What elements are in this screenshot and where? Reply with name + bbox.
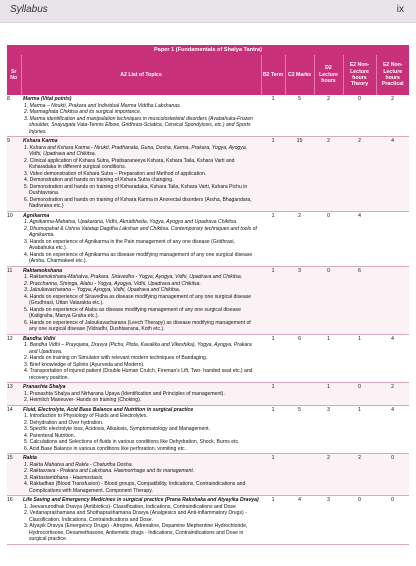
- topic-item: 6. Hands on experience of Jaloukavacharana (Leech Therapy) as disease modifying management of any one surgical disease (Vidradhi, Dushtavrana, Koth etc.).: [24, 319, 251, 332]
- cell-c2: 4: [285, 496, 314, 545]
- cell-b2: 1: [261, 334, 285, 383]
- topic-item: 4. Transportation of injured patient (Double Human Crutch, Fireman's Lift, Two- handed seat etc.) and recovery position.: [24, 368, 253, 381]
- topic-cell: [21, 496, 261, 545]
- page-number: ix: [396, 4, 404, 15]
- table-row: [7, 334, 409, 383]
- topic-cell: [21, 95, 261, 137]
- cell-b2: 1: [261, 95, 285, 137]
- topic-item: 3. Atyayik Dravya (Emergency Drugs) - Atropine, Adrenaline, Dopamine Mephentine Hydrochloride, Hydrocortisone, Dexamethasone, Antiemetic drugs - Indications, Contraindications and Dose in surgical practice.: [24, 523, 248, 542]
- topic-cell: [21, 405, 261, 454]
- topic-item: 1. Kshara and Kshara Karma - Nirukti, Pradhanata, Guna, Dosha, Karma, Prakara, Yogya, Ayogya, Vidhi, Upadrava and Chikitsa.: [24, 144, 248, 157]
- cell-e2a: 4: [343, 211, 376, 266]
- topic-title: Marma (Vital points): [23, 96, 72, 102]
- cell-d2: 2: [314, 137, 343, 212]
- table-head: [7, 55, 409, 95]
- topic-cell: [21, 137, 261, 212]
- cell-e2b: 2: [376, 95, 409, 137]
- cell-e2a: 0: [343, 496, 376, 545]
- table-row: [7, 211, 409, 266]
- cell-d2: 2: [314, 454, 343, 496]
- cell-d2: 0: [314, 266, 343, 334]
- table-row: [7, 137, 409, 212]
- row-number: 14: [7, 405, 21, 454]
- cell-b2: 1: [261, 454, 285, 496]
- topic-item: 3. Specific electrolyte loss, Acidosis, Alkalosis, Symptomatology and Management.: [24, 426, 211, 432]
- cell-c2: 5: [285, 95, 314, 137]
- cell-d2: 1: [314, 383, 343, 406]
- table-row: [7, 95, 409, 137]
- cell-e2a: 0: [343, 95, 376, 137]
- cell-e2a: 6: [343, 266, 376, 334]
- cell-e2b: 4: [376, 137, 409, 212]
- topic-item: 3. Video demonstration of Kshara Sutra – Preparation and Method of application.: [24, 170, 207, 177]
- cell-c2: 3: [285, 266, 314, 334]
- col-sr: Sr No: [7, 55, 21, 95]
- cell-d2: 2: [314, 95, 343, 137]
- table-row: [7, 383, 409, 406]
- topic-item: 6. Demonstration and hands on training of Kshara Karma in Anorectal disorders (Arsha, Bhagandara, Nadivrana etc.): [24, 196, 252, 209]
- topic-item: 5. Calculations and Selections of fluids in various conditions like Dehydration, Shock, Burns etc.: [24, 439, 240, 445]
- table-row: [7, 454, 409, 496]
- topic-cell: [21, 334, 261, 383]
- cell-d2: 3: [314, 496, 343, 545]
- cell-b2: 1: [261, 496, 285, 545]
- topic-item: 1. Marma – Nirukti, Prakara and Individual Marma Viddha Lakshanas.: [24, 102, 182, 109]
- topic-item: 4. Demonstration and hands on training of Kshara Sutra changing.: [24, 177, 174, 183]
- cell-c2: [285, 454, 314, 496]
- row-number: 9: [7, 137, 21, 212]
- cell-c2: 5: [285, 405, 314, 454]
- topic-item: 5. Demonstration and hands on training of Ksharadaka, Kshara Taila, Kshara Varti, Kshara Pichu in Dushtavrana.: [24, 183, 248, 196]
- cell-d2: 1: [314, 334, 343, 383]
- row-number: 12: [7, 334, 21, 383]
- cell-e2b: [376, 266, 409, 334]
- cell-d2: 3: [314, 405, 343, 454]
- cell-c2: 6: [285, 334, 314, 383]
- cell-b2: 1: [261, 211, 285, 266]
- row-number: 13: [7, 383, 21, 406]
- table-row: [7, 266, 409, 334]
- cell-e2a: 2: [343, 137, 376, 212]
- topic-title: Agnikarma: [23, 212, 50, 219]
- running-title: Syllabus: [10, 4, 48, 15]
- cell-e2a: 1: [343, 334, 376, 383]
- cell-e2a: 1: [343, 405, 376, 454]
- topic-item: 2. Heimlich Maneuver- Hands on training (Choking).: [24, 397, 142, 403]
- topic-item: 2. Vedanapraśhamana and Shothapraśhamana Dravya (Analgesics and Anti-inflammatory Drugs) - Classification, Indications, Contraindications and Dose.: [24, 510, 247, 523]
- col-b2: B2 Term: [261, 55, 285, 95]
- col-e2-practical: E2 Non-Lecture hours Practical: [376, 55, 409, 95]
- topic-item: 4. Hands on experience of Siravedha as disease modifying management of any one surgical disease (Grudhrasi, Uttan Vatarakta etc.).: [24, 293, 252, 306]
- topic-item: 6. Acid Base Balance in various conditions like perforation, vomiting etc.: [24, 445, 186, 452]
- topic-item: 1. Rakta Mahatva and Rakta - Chaturtha Dosha.: [24, 461, 134, 468]
- cell-e2b: [376, 211, 409, 266]
- topic-cell: [21, 211, 261, 266]
- cell-c2: [285, 383, 314, 406]
- col-d2: D2 Lecture hours: [314, 55, 343, 95]
- topic-item: 4. Parenteral Nutrition.: [24, 432, 75, 439]
- cell-e2b: 2: [376, 383, 409, 406]
- cell-e2b: 4: [376, 405, 409, 454]
- topic-item: 4. Raktadhan (Blood Transfusion) - Blood groups, Compatibility, Indications, Contraindications and Complications with Management. Component Therapy.: [24, 481, 246, 494]
- topic-item: 1. Introduction to Physiology of Fluids and Electrolytes.: [24, 413, 148, 419]
- topic-item: 2. Dehydration and Over hydration.: [24, 419, 104, 426]
- topic-title: Kshara Karma: [23, 138, 58, 144]
- table-body: [7, 95, 409, 544]
- cell-d2: 0: [314, 211, 343, 266]
- table-row: [7, 496, 409, 545]
- col-c2: C2 Marks: [285, 55, 314, 95]
- topic-item: 1. Jeevanurodhak Dravya (Antibiotics)- Classification, Indications, Contraindications and Dose: [24, 503, 236, 510]
- page-header: [0, 0, 416, 23]
- topic-title: Life Saving and Emergency Medicines in surgical practice (Prana Rakshaka and Atyayika Dravya): [23, 497, 259, 503]
- topic-item: 3. Brief knowledge of Splints (Ayurveda and Modern).: [24, 361, 145, 368]
- col-topics: A2 List of Topics: [21, 55, 261, 95]
- topic-item: 1. Bandha Vidhi – Prayojana, Dravya (Pichu, Plota, Kavalika and Vikeshika), Yogya, Ayogya, Prakara and Upadrava.: [24, 342, 252, 355]
- row-number: 8: [7, 95, 21, 137]
- topic-item: 3. Hands on experience of Agnikarma in the Pain management of any one disease (Gridhrasi, Avabahuka etc.).: [24, 238, 235, 251]
- cell-b2: 1: [261, 137, 285, 212]
- table-row: [7, 405, 409, 454]
- cell-b2: 1: [261, 383, 285, 406]
- topic-cell: [21, 454, 261, 496]
- cell-e2a: 0: [343, 383, 376, 406]
- topic-item: 2. Marmaghata Chikitsa and its surgical importance.: [24, 109, 142, 115]
- topic-cell: [21, 383, 261, 406]
- row-number: 15: [7, 454, 21, 496]
- topic-title: Raktamokshana: [23, 267, 63, 274]
- topic-item: 3. Jaloukavacharana – Yogya, Ayogya, Vidhi, Upadrava and Chikitsa.: [24, 287, 181, 293]
- row-number: 10: [7, 211, 21, 266]
- topic-item: 2. Hands on training on Simulator with relevant modern techniques of Bandaging.: [24, 355, 208, 361]
- topic-item: 3. Marma identification and manipulation techniques in musculoskeletal disorders (Avabahuka-Frozen shoulder, Snayugata Vata-Tennis Elbow, Gridhrasi-Sciatica, Cervical Spondylosis, etc.) and Sports Injuries.: [24, 115, 253, 135]
- row-number: 11: [7, 266, 21, 334]
- cell-c2: 15: [285, 137, 314, 212]
- topic-item: 1. Raktamokshana-Mahatva, Prakara. Siravedha - Yogya, Ayogya, Vidhi, Upadrava and Chikitsa.: [24, 274, 243, 280]
- topic-title: Fluid, Electrolyte, Acid Base Balance and Nutrition in surgical practice: [23, 406, 194, 413]
- topic-item: 4. Hands on experience of Agnikarma as disease modifying management of any one surgical disease (Arsha, Charmakeel etc.).: [24, 251, 253, 264]
- topic-item: 2. Pracchanna, Shringa, Alabu - Yogya, Ayogya, Vidhi, Upadrava and Chikitsa.: [24, 280, 201, 287]
- topic-item: 2. Clinical application of Kshara Sutra, Pratisaraneeya Kshara, Kshara Taila, Kshara Varti and Ksharadaka in different surgical conditions.: [24, 157, 235, 170]
- topic-cell: [21, 266, 261, 334]
- topic-title: Rakta: [23, 455, 37, 461]
- cell-e2b: 0: [376, 454, 409, 496]
- topic-item: 2. Dhumopahat & Ushna Vatatap Dagdha Lakshan and Chikitsa. Contemporary techniques and tools of Agnikarma.: [24, 225, 257, 238]
- cell-e2b: 4: [376, 334, 409, 383]
- col-e2-theory: E2 Non-Lecture hours Theory: [343, 55, 376, 95]
- topic-item: 3. Raktastambhana - Haemostasis.: [24, 474, 104, 481]
- cell-e2a: 2: [343, 454, 376, 496]
- topic-item: 1. Pranashta Shalya and Nirharana Upaya (Identification and Principles of management).: [24, 390, 225, 397]
- topic-item: 1. Agnikarma-Mahatva, Upakarana, Vidhi, Akrutibheda, Yogya, Ayogya and Upadrava Chikitsa.: [24, 219, 238, 225]
- cell-b2: 1: [261, 405, 285, 454]
- table-caption: Paper 1 (Fundamentals of Shalya Tantra): [7, 45, 409, 55]
- cell-b2: 1: [261, 266, 285, 334]
- row-number: 16: [7, 496, 21, 545]
- topic-item: 2. Raktasrava - Prakara and Lakshana. Haemorrhage and its management.: [24, 468, 195, 474]
- topic-title: Bandha Vidhi: [23, 335, 56, 342]
- cell-c2: 2: [285, 211, 314, 266]
- cell-e2b: 0: [376, 496, 409, 545]
- topic-item: 5. Hands on experience of Alabu as disease modifying management of any one surgical disease (Katigraha, Manya Graha etc.).: [24, 306, 241, 319]
- syllabus-table: [7, 45, 409, 545]
- topic-title: Pranashta Shalya: [23, 384, 66, 390]
